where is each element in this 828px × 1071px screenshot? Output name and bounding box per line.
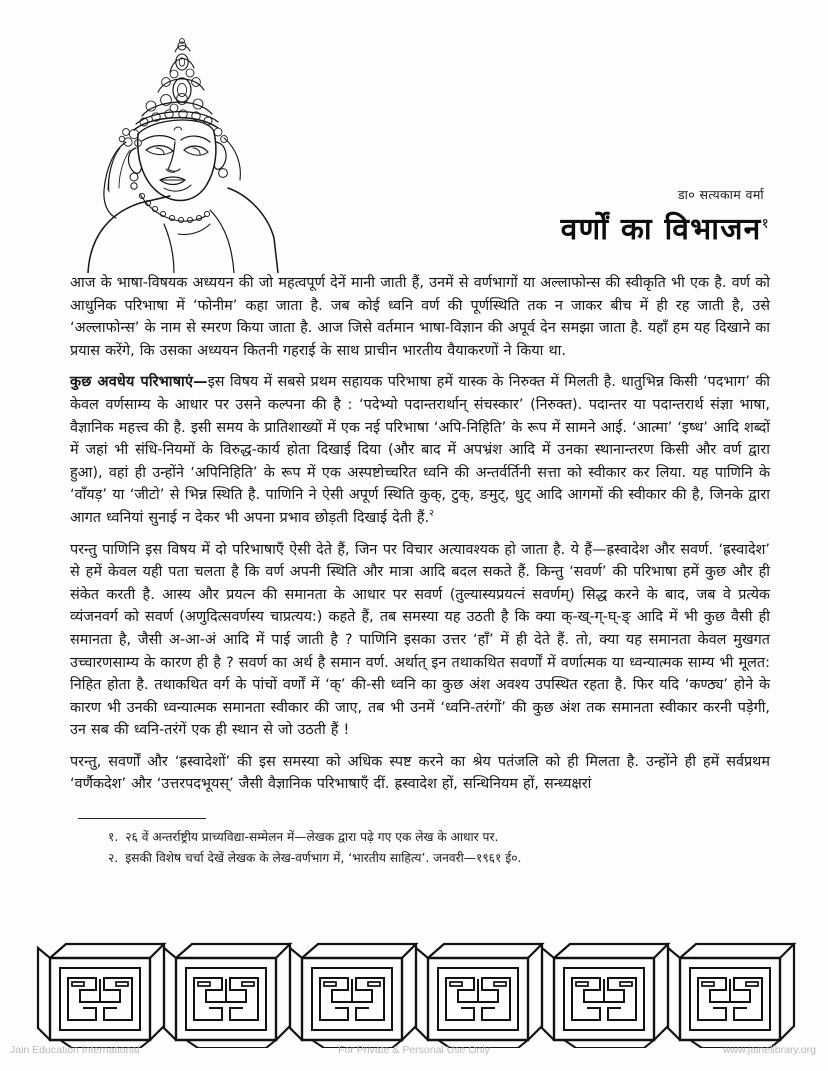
footer-left-credit: Jain Education International: [10, 1044, 140, 1056]
footnote-2-text: इसकी विशेष चर्चा देखें लेखक के लेख-वर्णभाग में, ‘भारतीय साहित्य’. जनवरी—१९६१ ई०.: [125, 851, 522, 865]
paragraph-2-footnote-mark: २: [429, 508, 434, 520]
article-body: [70, 272, 770, 806]
paragraph-3: [70, 539, 770, 742]
footnote-separator-rule: [78, 818, 206, 819]
footer-center-notice: For Private & Personal Use Only: [338, 1044, 490, 1056]
paragraph-4-text: परन्तु, सवर्णों और ‘ह्रस्वादेशों’ की इस समस्या को अधिक स्पष्ट करने का श्रेय पतंजलि को ही मिलता है. उन्होंने ही हमें सर्वप्रथम ‘वर्णैकदेश’ और ‘उत्तरपदभूयस्’ जैसी वैज्ञानिक परिभाषाएँ दीं. ह्रस्वादेश हों, सन्धिनियम हों, सन्ध्यक्षरां: [70, 753, 770, 793]
paragraph-2-text: इस विषय में सबसे प्रथम सहायक परिभाषा हमें यास्क के निरुक्त में मिलती है. धातुभिन्न किसी ‘पदभाग’ की केवल वर्णसाम्य के आधार पर उसने कल्पना की है : ‘पदेभ्यो पदान्तरार्थान् संचस्कार’ (निरुक्त). पदान्तर या पदान्तरार्थ संज्ञा भाषा, वैज्ञानिक महत्त्व की है. इसी समय के प्रातिशाख्यों में एक नई परिभाषा ‘अपि-निहिति’ के रूप में सामने आई. ‘आत्मा’ ‘इष्ध’ आदि शब्दों में जहां भी संधि-नियमों के विरुद्ध-कार्य होता दिखाई दिया (और बाद में अपभ्रंश आदि में उनका स्थानान्तरण किसी और वर्ण द्वारा हुआ), वहां ही उन्होंने ‘अपिनिहिति’ के रूप में एक अस्पष्टोच्चरित ध्वनि की अन्तर्वर्तिनी सत्ता को स्वीकार कर लिया. यह पाणिनि के ‘वाँयड़’ या ‘जीटो’ से भिन्न स्थिति है. पाणिनि ने ऐसी अपूर्ण स्थिति कुक्, टुक्, ङमुट्, धुट् आदि आगमों की स्वीकार की है, जिनके द्वारा आगत ध्वनियां सुनाई न देकर भी अपना प्रभाव छोड़ती दिखाई देती हैं.: [70, 374, 770, 526]
footnote-1-text: २६ वें अन्तर्राष्ट्रीय प्राच्यविद्या-सम्मेलन में—लेखक द्वारा पढ़े गए एक लेख के आधार पर.: [125, 830, 499, 844]
paragraph-3-text: परन्तु पाणिनि इस विषय में दो परिभाषाएँ ऐसी देते हैं, जिन पर विचार अत्यावश्यक हो जाता है. ये हैं—ह्रस्वादेश और सवर्ण. ‘ह्रस्वादेश’ से हमें केवल यही पता चलता है कि वर्ण अपनी स्थिति और मात्रा आदि बदल सकते हैं. किन्तु ‘सवर्ण’ की परिभाषा हमें कुछ और ही संकेत करती है. आस्य और प्रयत्न की समानता के आधार पर सवर्ण (तुल्यास्यप्रयत्नं सवर्णम्) सिद्ध करने के बाद, जब वे प्रत्येक व्यंजनवर्ग को सवर्ण (अणुदित्सवर्णस्य चाप्रत्यय:) कहते हैं, तब समस्या यह उठती है कि क्या क्-ख्-ग्-घ्-ङ् आदि में भी कुछ वैसी ही समानता है, जैसी अ-आ-अं आदि में पाई जाती है ? पाणिनि इसका उत्तर ‘हाँ’ में ही देते हैं. तो, क्या यह समानता केवल मुखगत उच्चारणसाम्य के कारण ही है ? सवर्ण का अर्थ है समान वर्ण. अर्थात् इन तथाकथित सवर्णों में वर्णात्मक या ध्वन्यात्मक साम्य भी मूलत: निहित होता है. तथाकथित वर्ग के पांचों वर्णों में ‘क्’ की-सी ध्वनि का कुछ अंश अवश्य उपस्थित रहता है. फिर यदि ‘कण्ठ्य’ होने के कारण भी उनकी ध्वन्यात्मक समानता स्वीकार की जाए, तब भी उनमें ‘ध्वनि-तरंगों’ की कुछ अंश तक समानता स्वीकार करनी पड़ेगी, उन सब की ध्वनि-तरंगें एक ही स्थान से जो उठती हैं !: [70, 541, 770, 739]
title-block: [410, 186, 770, 247]
greek-key-meander-ornament: [36, 936, 796, 1048]
footnote-item-2: [108, 849, 768, 868]
page-title-text: वर्णों का विभाजन: [560, 212, 762, 247]
page-title: [410, 212, 770, 247]
footnote-2-number: २.: [108, 851, 119, 865]
paragraph-1-text: आज के भाषा-विषयक अध्ययन की जो महत्वपूर्ण देनें मानी जाती हैं, उनमें से वर्णभागों या अल्लाफोन्स की स्वीकृति भी एक है. वर्ण को आधुनिक परिभाषा में ‘फोनीम’ कहा जाता है. जब कोई ध्वनि वर्ण की पूर्णस्थिति तक न जाकर बीच में ही रह जाती है, उसे ‘अल्लाफोन्स’ के नाम से स्मरण किया जाता है. आज जिसे वर्तमान भाषा-विज्ञान की अपूर्व देन समझा जाता है. यहाँ हम यह दिखाने का प्रयास करेंगे, कि उसका अध्ययन कितनी गहराई के साथ प्राचीन भारतीय वैयाकरणों ने किया था.: [70, 275, 770, 359]
footnote-1-number: १.: [108, 830, 119, 844]
paragraph-4: [70, 751, 770, 796]
title-footnote-mark: १: [761, 216, 770, 232]
paragraph-1: [70, 272, 770, 362]
page-footer: [0, 1044, 828, 1064]
paragraph-2-lead: कुछ अवधेय परिभाषाएं—: [70, 374, 208, 391]
deity-head-line-art-illustration: [78, 38, 283, 273]
author-name: डा० सत्यकाम वर्मा: [677, 187, 764, 202]
paragraph-2: [70, 371, 770, 529]
footnotes-section: [78, 818, 768, 870]
footnote-item-1: [108, 828, 768, 847]
footer-right-url: www.jainelibrary.org: [722, 1044, 816, 1056]
